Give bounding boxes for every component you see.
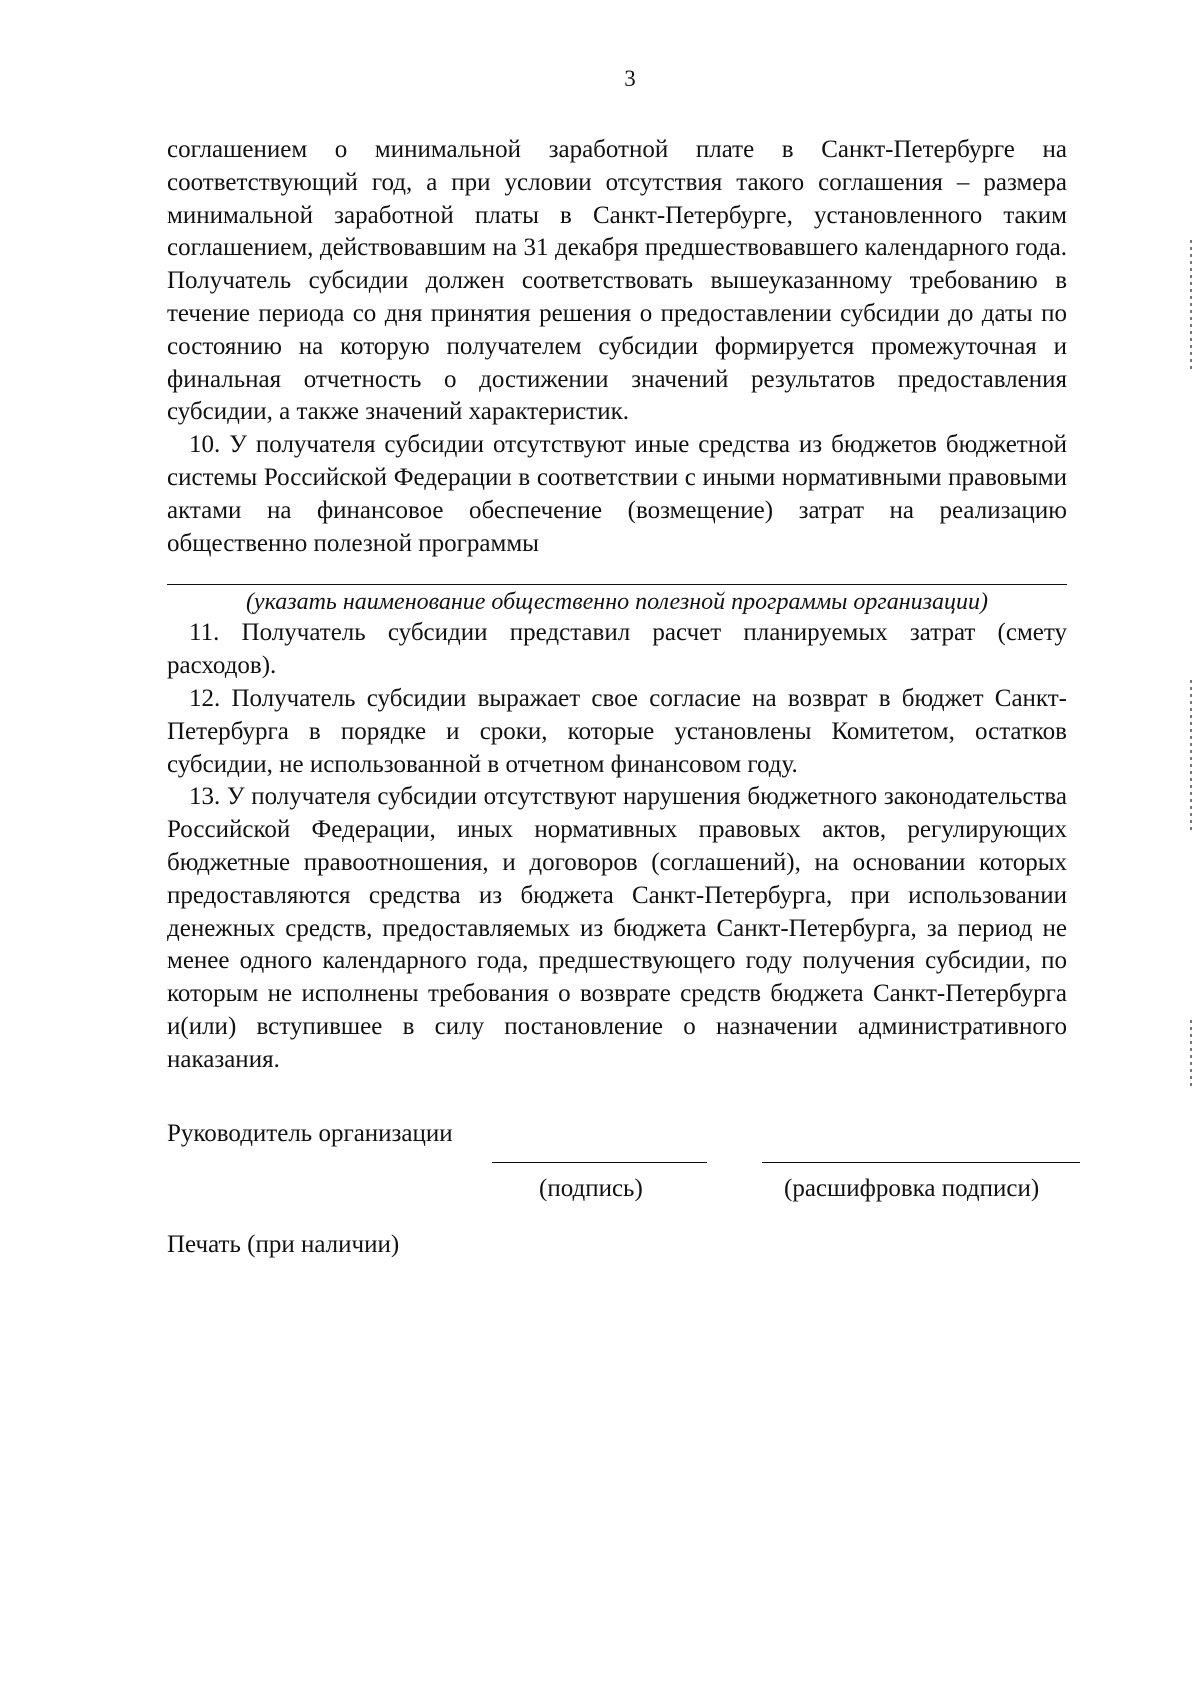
paragraph-10: 10. У получателя субсидии отсутствуют иные средства из бюджетов бюджетной системы Российской Федерации в соответствии с иными нормативными правовыми актами на финансовое обеспечение (возмещение) затрат на реализацию общественно полезной программы [167,431,1067,557]
scan-edge-mark [1190,680,1192,830]
signature-label: Руководитель организации [167,1120,453,1147]
paragraph-12: 12. Получатель субсидии выражает свое согласие на возврат в бюджет Санкт-Петербурга в порядке и сроки, которые установлены Комитетом, остатков субсидии, не использованной в отчетном финансовом году. [167,684,1067,778]
program-name-hint: (указать наименование общественно полезной программы организации) [245,589,989,616]
paragraph-continuation: соглашением о минимальной заработной плате в Санкт-Петербурге на соответствующий год, а при условии отсутствия такого соглашения – размера минимальной заработной платы в Санкт-Петербурге, установленного таким соглашением, действовавшим на 31 декабря предшествовавшего календарного года. Получатель субсидии должен соответствовать вышеуказанному требованию в течение периода со дня принятия решения о предоставлении субсидии до даты по состоянию на которую получателем субсидии формируется промежуточная и финальная отчетность о достижении значений результатов предоставления субсидии, а также значений характеристик. [167,136,1067,426]
signature-hint: (подпись) [539,1175,643,1202]
signature-line [492,1162,707,1163]
paragraph-13: 13. У получателя субсидии отсутствуют нарушения бюджетного законодательства Российской Федерации, иных нормативных правовых актов, регулирующих бюджетные правоотношения, и договоров (соглашений), на основании которых предоставляются средства из бюджета Санкт-Петербурга, при использовании денежных средств, предоставляемых из бюджета Санкт-Петербурга, за период не менее одного календарного года, предшествующего году получения субсидии, по которым не исполнены требования о возврате средств бюджета Санкт-Петербурга и(или) вступившее в силу постановление о назначении административного наказания. [167,783,1067,1073]
scan-edge-mark [1190,240,1192,370]
paragraph-11: 11. Получатель субсидии представил расчет планируемых затрат (смету расходов). [167,619,1067,680]
page-number: 3 [624,66,636,91]
program-name-fill-line [167,584,1067,585]
document-body [167,134,1067,1077]
signature-decoding-line [762,1162,1080,1163]
scan-edge-mark [1190,1020,1192,1090]
signature-decoding-hint: (расшифровка подписи) [784,1175,1040,1202]
stamp-label: Печать (при наличии) [167,1231,400,1258]
